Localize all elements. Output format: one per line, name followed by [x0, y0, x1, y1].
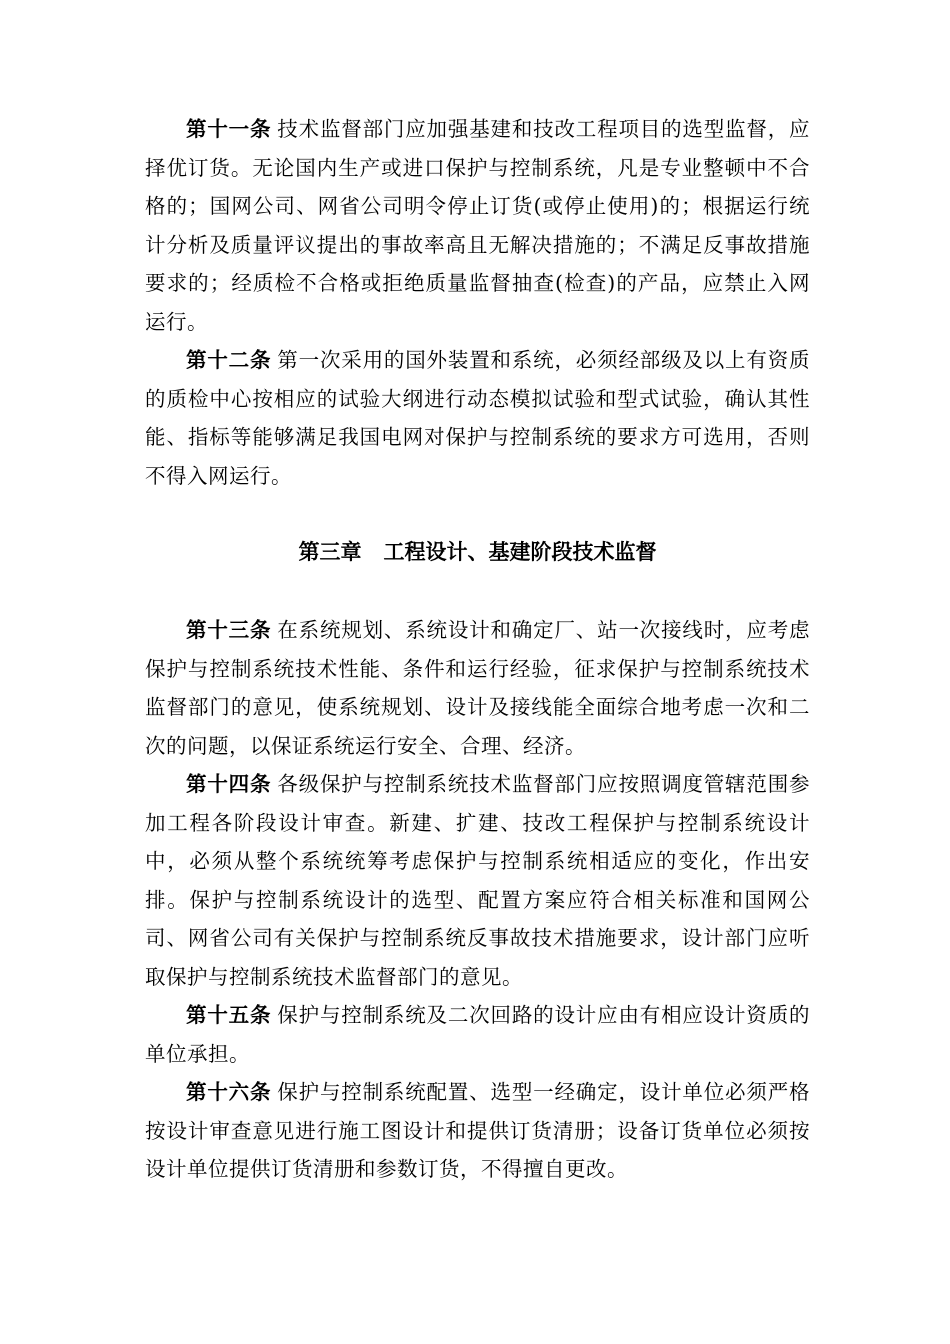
article-label: 第十六条 — [186, 1080, 272, 1104]
article-text: 各级保护与控制系统技术监督部门应按照调度管辖范围参加工程各阶段设计审查。新建、扩建、技改工程保护与控制系统设计中，必须从整个系统统筹考虑保护与控制系统相适应的变化，作出安排。保护与控制系统设计的选型、配置方案应符合相关标准和国网公司、网省公司有关保护与控制系统反事故技术措施要求，设计部门应听取保护与控制系统技术监督部门的意见。 — [145, 772, 811, 989]
article-text: 保护与控制系统配置、选型一经确定，设计单位必须严格按设计审查意见进行施工图设计和提供订货清册；设备订货单位必须按设计单位提供订货清册和参数订货，不得擅自更改。 — [145, 1080, 811, 1181]
article-label: 第十一条 — [186, 117, 272, 141]
article-label: 第十三条 — [186, 618, 272, 642]
article-13 — [145, 611, 810, 765]
article-12 — [145, 341, 810, 495]
article-label: 第十五条 — [186, 1003, 272, 1027]
article-text: 保护与控制系统及二次回路的设计应由有相应设计资质的单位承担。 — [145, 1003, 811, 1066]
article-15 — [145, 996, 810, 1073]
article-11 — [145, 110, 810, 341]
article-label: 第十二条 — [186, 348, 272, 372]
article-text: 第一次采用的国外装置和系统，必须经部级及以上有资质的质检中心按相应的试验大纲进行动态模拟试验和型式试验，确认其性能、指标等能够满足我国电网对保护与控制系统的要求方可选用，否则不得入网运行。 — [145, 348, 811, 488]
article-text: 在系统规划、系统设计和确定厂、站一次接线时，应考虑保护与控制系统技术性能、条件和运行经验，征求保护与控制系统技术监督部门的意见，使系统规划、设计及接线能全面综合地考虑一次和二次的问题，以保证系统运行安全、合理、经济。 — [145, 618, 811, 758]
document-page — [145, 110, 810, 1189]
chapter-number: 第三章 — [298, 540, 362, 564]
article-14 — [145, 765, 810, 996]
article-label: 第十四条 — [186, 772, 272, 796]
chapter-title: 工程设计、基建阶段技术监督 — [383, 540, 657, 564]
article-text: 技术监督部门应加强基建和技改工程项目的选型监督，应择优订货。无论国内生产或进口保护与控制系统，凡是专业整顿中不合格的；国网公司、网省公司明令停止订货(或停止使用)的；根据运行统计分析及质量评议提出的事故率高且无解决措施的；不满足反事故措施要求的；经质检不合格或拒绝质量监督抽查(检查)的产品，应禁止入网运行。 — [145, 117, 811, 334]
chapter-heading — [145, 533, 810, 571]
article-16 — [145, 1073, 810, 1189]
